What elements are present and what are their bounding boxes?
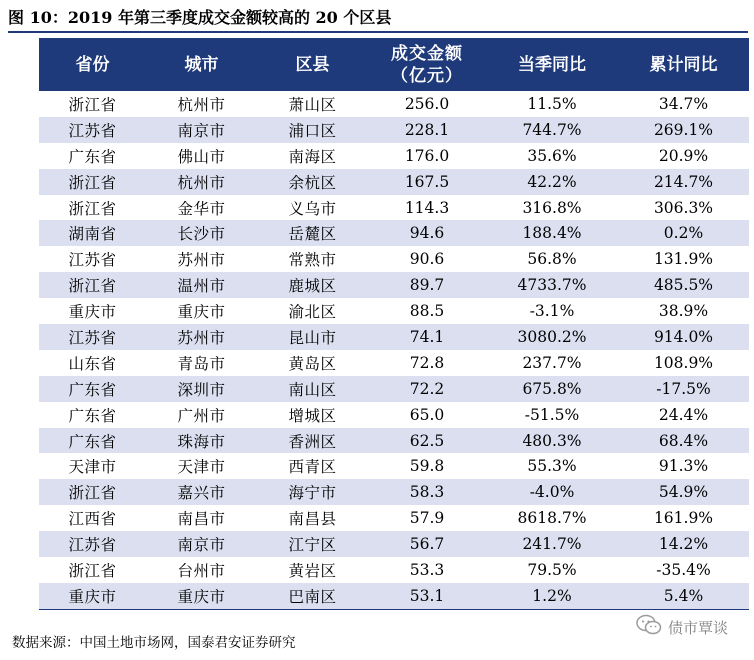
cell-province: 江苏省 [39,117,146,143]
header-amount [368,38,486,91]
cell-ytd-yoy: 38.9% [658,302,709,321]
watermark [636,614,728,640]
cell-province: 广东省 [68,147,117,166]
table-row [39,531,749,557]
cell-amount: 74.1 [368,324,486,350]
cell-amount: 65.0 [409,405,445,424]
cell-amount: 72.2 [368,376,486,402]
cell-quarter-yoy: -3.1% [529,302,575,321]
table-row [39,195,749,221]
cell-city: 长沙市 [146,220,257,246]
cell-ytd-yoy: 34.7% [658,94,709,113]
cell-ytd-yoy: 214.7% [618,169,749,195]
cell-ytd-yoy: 14.2% [618,531,749,557]
cell-ytd-yoy: 108.9% [653,353,714,372]
cell-city: 南昌市 [177,510,226,529]
cell-province: 江苏省 [39,531,146,557]
cell-province: 山东省 [68,354,117,373]
ranking-table [39,38,749,610]
wechat-icon [636,614,662,640]
cell-quarter-yoy: 480.3% [486,428,618,454]
cell-amount: 59.8 [409,457,445,476]
cell-province: 广东省 [68,406,117,425]
cell-amount: 57.9 [409,509,445,528]
header-district: 区县 [257,38,368,91]
cell-amount: 58.3 [368,479,486,505]
cell-quarter-yoy: 4733.7% [486,272,618,298]
cell-amount: 53.1 [368,583,486,609]
cell-province: 江西省 [68,510,117,529]
table-row [39,117,749,143]
cell-quarter-yoy: -4.0% [486,479,618,505]
cell-district: 义乌市 [288,199,337,218]
table-row [39,583,749,609]
cell-amount: 228.1 [368,117,486,143]
table-row [39,324,749,350]
header-province: 省份 [39,38,146,91]
cell-province: 天津市 [68,458,117,477]
cell-province: 浙江省 [39,272,146,298]
cell-district: 香洲区 [257,428,368,454]
cell-district: 黄岛区 [288,354,337,373]
cell-amount: 176.0 [404,146,450,165]
cell-district: 余杭区 [257,169,368,195]
cell-district: 常熟市 [288,251,337,270]
cell-amount: 89.7 [368,272,486,298]
cell-quarter-yoy: -51.5% [524,405,580,424]
cell-ytd-yoy: -35.4% [656,560,711,579]
cell-quarter-yoy: 3080.2% [486,324,618,350]
header-quarter-yoy: 当季同比 [486,38,618,91]
cell-city: 佛山市 [177,147,226,166]
cell-province: 广东省 [39,428,146,454]
cell-ytd-yoy: 24.4% [658,405,709,424]
cell-ytd-yoy: 20.9% [658,146,709,165]
cell-city: 苏州市 [146,324,257,350]
ranking-table-container [39,38,749,610]
cell-quarter-yoy: 675.8% [486,376,618,402]
table-row [39,91,749,117]
header-city: 城市 [146,38,257,91]
table-row [39,376,749,402]
cell-quarter-yoy: 55.3% [527,457,577,476]
cell-ytd-yoy: 68.4% [618,428,749,454]
cell-amount: 62.5 [368,428,486,454]
cell-district: 浦口区 [257,117,368,143]
cell-district: 南山区 [257,376,368,402]
cell-district: 南昌县 [288,510,337,529]
cell-district: 增城区 [288,406,337,425]
cell-province: 浙江省 [39,169,146,195]
cell-city: 杭州市 [146,169,257,195]
cell-city: 金华市 [177,199,226,218]
cell-ytd-yoy: 91.3% [658,457,709,476]
cell-ytd-yoy: 5.4% [618,583,749,609]
cell-district: 渝北区 [288,303,337,322]
header-amount-line1: 成交金额 [391,43,463,64]
cell-quarter-yoy: 35.6% [527,146,577,165]
cell-city: 台州市 [177,561,226,580]
cell-district: 岳麓区 [257,220,368,246]
table-row [39,557,749,583]
watermark-text: 债市覃谈 [667,618,728,637]
cell-province: 江苏省 [68,251,117,270]
cell-amount: 72.8 [409,353,445,372]
cell-province: 广东省 [39,376,146,402]
header-ytd-yoy: 累计同比 [618,38,749,91]
cell-province: 江苏省 [39,324,146,350]
cell-amount: 167.5 [368,169,486,195]
cell-amount: 94.6 [368,220,486,246]
cell-district: 黄岩区 [288,561,337,580]
cell-province: 浙江省 [39,479,146,505]
cell-city: 广州市 [177,406,226,425]
cell-city: 重庆市 [177,303,226,322]
cell-quarter-yoy: 8618.7% [517,509,587,528]
cell-amount: 56.7 [368,531,486,557]
table-row [39,350,749,376]
cell-district: 西青区 [288,458,337,477]
cell-amount: 256.0 [404,94,450,113]
cell-district: 鹿城区 [257,272,368,298]
header-amount-line2: （亿元） [391,65,463,86]
table-row [39,220,749,246]
table-row [39,169,749,195]
cell-ytd-yoy: -17.5% [618,376,749,402]
cell-city: 杭州市 [177,95,226,114]
cell-city: 嘉兴市 [146,479,257,505]
cell-amount: 88.5 [409,302,445,321]
cell-district: 江宁区 [257,531,368,557]
table-row [39,272,749,298]
cell-province: 湖南省 [39,220,146,246]
cell-city: 重庆市 [146,583,257,609]
cell-ytd-yoy: 914.0% [618,324,749,350]
table-body [39,91,749,609]
cell-city: 南京市 [146,117,257,143]
cell-ytd-yoy: 306.3% [653,198,714,217]
table-row [39,428,749,454]
cell-city: 温州市 [146,272,257,298]
table-row [39,453,749,479]
cell-city: 深圳市 [146,376,257,402]
cell-city: 苏州市 [177,251,226,270]
cell-province: 重庆市 [39,583,146,609]
cell-quarter-yoy: 241.7% [486,531,618,557]
cell-quarter-yoy: 1.2% [486,583,618,609]
cell-ytd-yoy: 131.9% [653,250,714,269]
header-row [39,38,749,91]
cell-amount: 114.3 [404,198,450,217]
cell-quarter-yoy: 188.4% [486,220,618,246]
table-row [39,505,749,531]
table-row [39,143,749,169]
cell-city: 青岛市 [177,354,226,373]
cell-district: 南海区 [288,147,337,166]
cell-city: 南京市 [146,531,257,557]
table-row [39,479,749,505]
cell-ytd-yoy: 161.9% [653,509,714,528]
cell-province: 浙江省 [68,95,117,114]
cell-city: 珠海市 [146,428,257,454]
cell-quarter-yoy: 56.8% [527,250,577,269]
cell-ytd-yoy: 269.1% [618,117,749,143]
cell-district: 巴南区 [257,583,368,609]
cell-quarter-yoy: 744.7% [486,117,618,143]
cell-quarter-yoy: 316.8% [522,198,582,217]
cell-city: 天津市 [177,458,226,477]
cell-district: 萧山区 [288,95,337,114]
cell-amount: 90.6 [409,250,445,269]
cell-ytd-yoy: 485.5% [618,272,749,298]
cell-quarter-yoy: 11.5% [527,94,577,113]
cell-district: 海宁市 [257,479,368,505]
figure-title: 图 10：2019 年第三季度成交金额较高的 20 个区县 [8,8,392,27]
table-row [39,298,749,324]
table-row [39,246,749,272]
source-note: 数据来源：中国土地市场网，国泰君安证券研究 [12,635,296,651]
table-row [39,402,749,428]
title-rule [8,31,748,33]
cell-district: 昆山市 [257,324,368,350]
cell-quarter-yoy: 237.7% [522,353,582,372]
cell-quarter-yoy: 42.2% [486,169,618,195]
cell-quarter-yoy: 79.5% [527,560,577,579]
cell-amount: 53.3 [409,560,445,579]
table-header [39,38,749,91]
cell-ytd-yoy: 0.2% [618,220,749,246]
cell-province: 重庆市 [68,303,117,322]
cell-ytd-yoy: 54.9% [618,479,749,505]
cell-province: 浙江省 [68,199,117,218]
cell-province: 浙江省 [68,561,117,580]
